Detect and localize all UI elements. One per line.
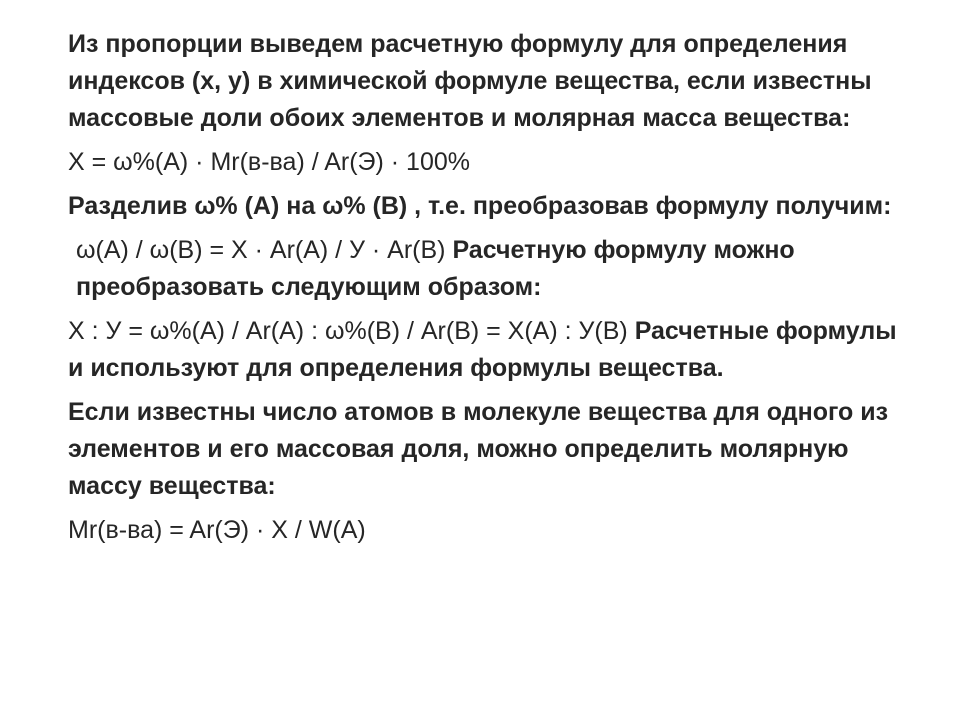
formula-index-x: Х = ω%(А) · Mr(в-ва) / Ar(Э) · 100% [68,148,471,176]
formula-mass-ratio: ω(А) / ω(В) = Х · Ar(А) / У · Ar(В) [76,236,446,264]
paragraph-transform: Расчетную формулу можно преобразовать следующим образом: [76,236,795,301]
paragraph-proportion [68,313,900,387]
paragraph-division: Разделив ω% (А) на ω% (В) , т.е. преобразовав формулу получим: [68,192,892,220]
paragraph-usage: Расчетные формулы и используют для определения формулы вещества. [68,317,897,382]
paragraph-ratio [68,232,900,306]
paragraph-intro: Из пропорции выведем расчетную формулу для определения индексов (х, у) в химической формуле вещества, если известны массовые доли обоих элементов и молярная масса вещества: [68,30,872,132]
formula-atom-ratio: Х : У = ω%(А) / Ar(А) : ω%(В) / Ar(В) = Х(А) : У(В) [68,317,628,345]
paragraph-molar-mass: Если известны число атомов в молекуле вещества для одного из элементов и его массовая доля, можно определить молярную массу вещества: [68,398,889,500]
formula-molar-mass: Mr(в-ва) = Ar(Э) · Х / W(A) [68,516,366,544]
